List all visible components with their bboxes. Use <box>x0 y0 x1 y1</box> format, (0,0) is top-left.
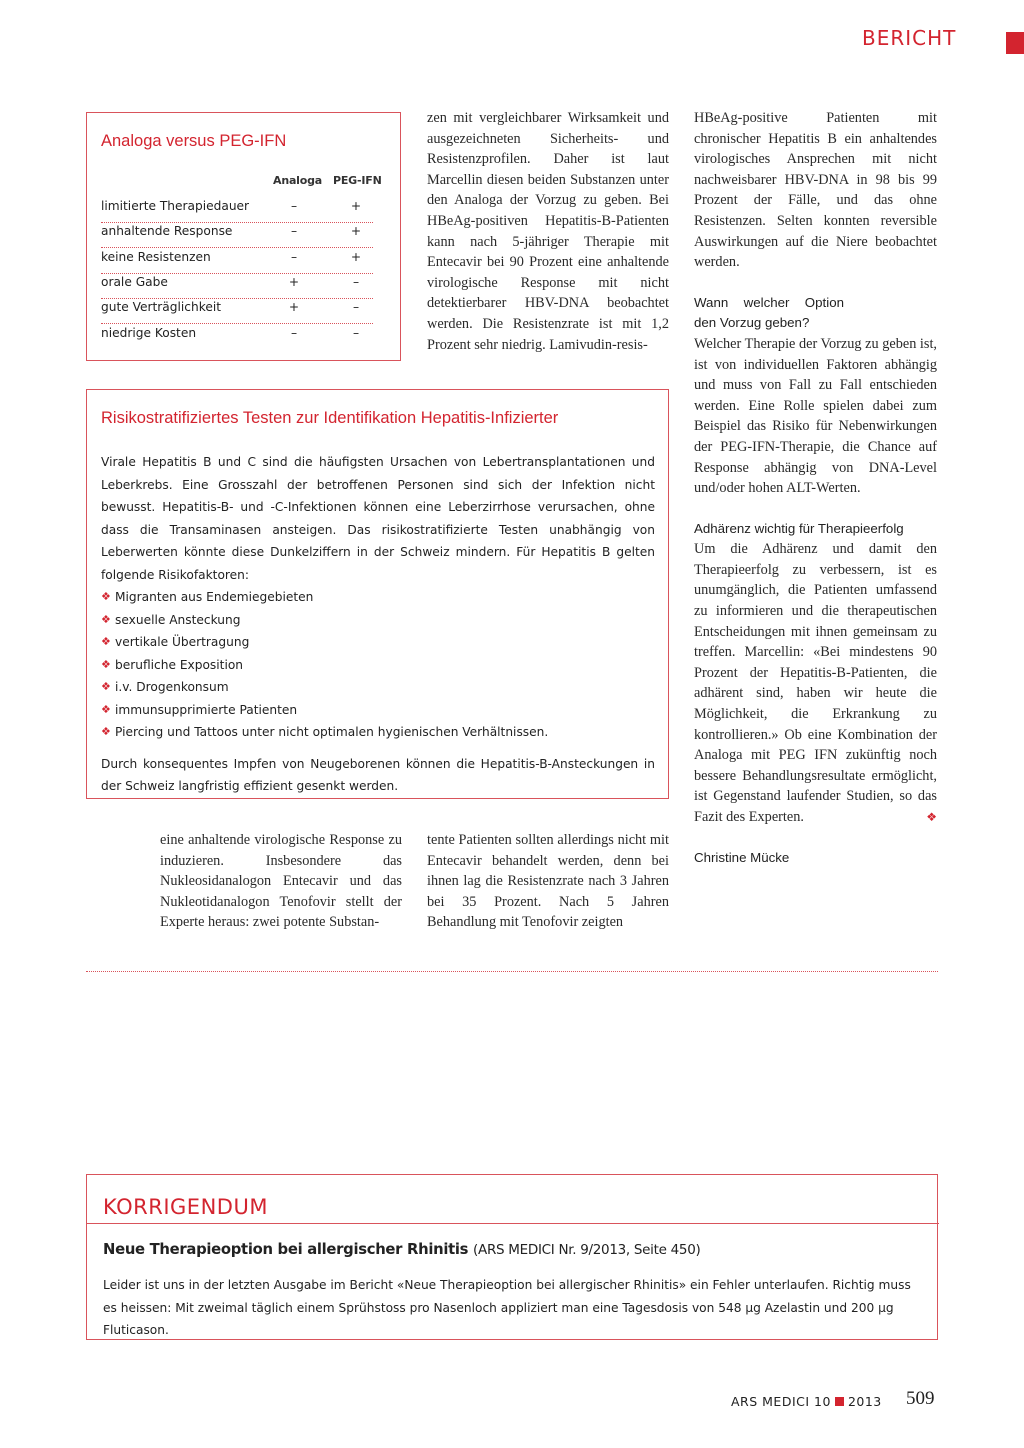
list-item <box>101 586 655 609</box>
comparison-table-title: Analoga versus PEG-IFN <box>101 132 287 150</box>
row-label: niedrige Kosten <box>101 326 197 340</box>
list-item-label: berufliche Exposition <box>115 657 244 672</box>
subheading: Adhärenz wichtig für Therapieerfolg <box>694 520 904 536</box>
korrigendum-reference: (ARS MEDICI Nr. 9/2013, Seite 450) <box>473 1242 701 1258</box>
journal-name: ARS MEDICI 10 <box>731 1394 831 1409</box>
table-row <box>101 222 373 248</box>
row-label: limitierte Therapiedauer <box>101 199 250 213</box>
korrigendum-title: KORRIGENDUM <box>103 1195 268 1219</box>
section-divider <box>86 971 938 972</box>
korrigendum-subtitle <box>103 1241 700 1258</box>
row-pegifn-value: + <box>350 250 362 264</box>
bullet-icon: ❖ <box>101 590 111 603</box>
row-pegifn-value: + <box>350 199 362 213</box>
journal-year: 2013 <box>847 1394 882 1409</box>
row-analoga-value: – <box>290 250 298 264</box>
row-analoga-value: + <box>288 300 300 314</box>
korrigendum-subtitle-text: Neue Therapieoption bei allergischer Rhinitis <box>103 1241 469 1258</box>
article-column-left-bottom <box>160 830 402 933</box>
row-analoga-value: – <box>290 224 298 238</box>
risk-testing-content <box>101 451 655 798</box>
row-pegifn-value: – <box>352 300 360 314</box>
row-label: gute Verträglichkeit <box>101 300 221 314</box>
footer-journal <box>731 1394 882 1409</box>
bullet-icon: ❖ <box>101 680 111 693</box>
corner-marker <box>1006 32 1024 54</box>
article-column-right <box>694 108 937 868</box>
article-column-middle-top <box>427 108 669 355</box>
body-text: zen mit vergleichbarer Wirksamkeit und ausgezeichneten Sicherheits- und Resistenzprofilen. Daher ist laut Marcellin diesen beiden Substanzen unter den Analoga der Vorzug zu geben. Bei HBeAg-positiven Hepatitis-B-Patienten kann nach 5-jähriger Therapie mit Entecavir bei 90 Prozent eine anhaltende virologische Response mit nicht detektierbarer HBV-DNA beobachtet werden. Die Resistenzrate ist mit 1,2 Prozent sehr niedrig. Lamivudin-resis- <box>427 110 669 353</box>
table-row <box>101 248 373 274</box>
subheading: Wann welcher Option den Vorzug geben? <box>694 294 844 331</box>
bullet-icon: ❖ <box>101 612 111 626</box>
list-item-label: sexuelle Ansteckung <box>115 612 241 627</box>
row-pegifn-value: – <box>352 275 360 289</box>
body-text <box>694 539 937 827</box>
table-header-analoga: Analoga <box>273 174 322 187</box>
list-item <box>101 676 655 699</box>
article-column-middle-bottom <box>427 830 669 933</box>
risk-testing-box <box>86 389 669 799</box>
table-row <box>101 273 373 299</box>
body-text-span: Um die Adhärenz und damit den Therapieerfolg zu verbessern, ist es unumgänglich, die Patienten umfassend zu informieren und die therapeutischen Entscheidungen mit ihnen gemeinsam zu treffen. Marcellin: «Bei mindestens 90 Prozent der Hepatitis-B-Patienten, die adhärent sind, haben wir heute die Möglichkeit, die Erkrankung zu kontrollieren.» Ob eine Kombination der Analoga mit PEG IFN zukünftig noch bessere Behandlungsresultate ermöglicht, ist Gegenstand laufender Studien, so das Fazit des Experten. <box>694 541 937 825</box>
list-item-label: Migranten aus Endemiegebieten <box>115 590 314 604</box>
list-item <box>101 654 655 677</box>
row-analoga-value: – <box>290 199 298 213</box>
section-label: BERICHT <box>862 26 957 50</box>
korrigendum-box <box>86 1174 938 1340</box>
risk-intro: Virale Hepatitis B und C sind die häufigsten Ursachen von Lebertransplantationen und Leberkrebs. Eine Grosszahl der betroffenen Personen sind sich der Infektion nicht bewusst. Hepatitis-B- und -C-Infektionen können eine Leberzirrhose verursachen, ohne dass die Transaminasen ansteigen. Das risikostratifizierte Testen unabhängig von Leberwerten könnte diese Dunkelziffern in der Schweiz mindern. Für Hepatitis B gelten folgende Risikofaktoren: <box>101 455 655 582</box>
row-label: anhaltende Response <box>101 224 233 238</box>
list-item <box>101 721 655 744</box>
bullet-icon: ❖ <box>101 725 111 738</box>
table-row <box>101 197 373 223</box>
table-row <box>101 324 373 349</box>
table-header-pegifn: PEG-IFN <box>333 174 382 187</box>
bullet-icon: ❖ <box>101 702 111 716</box>
list-item-label: immunsupprimierte Patienten <box>115 702 298 717</box>
body-text: Welcher Therapie der Vorzug zu geben ist, ist von individuellen Faktoren abhängig und muss von Fall zu Fall entschieden werden. Eine Rolle spielen dabei zum Beispiel das Risiko für Nebenwirkungen der PEG-IFN-Therapie, die Chance auf Response abhängig von DNA-Level und/oder hohen ALT-Werten. <box>694 335 937 497</box>
row-label: orale Gabe <box>101 275 168 289</box>
risk-testing-title: Risikostratifiziertes Testen zur Identifikation Hepatitis-Infizierter <box>101 409 559 427</box>
list-item <box>101 631 655 654</box>
row-pegifn-value: + <box>350 224 362 238</box>
page-number: 509 <box>906 1388 935 1409</box>
end-mark: ❖ <box>926 810 937 824</box>
risk-factor-list <box>101 586 655 744</box>
risk-outro: Durch konsequentes Impfen von Neugeborenen können die Hepatitis-B-Ansteckungen in der Schweiz langfristig effizient gesenkt werden. <box>101 756 655 793</box>
author-name: Christine Mücke <box>694 849 790 865</box>
korrigendum-rule <box>87 1223 939 1224</box>
list-item <box>101 609 655 632</box>
row-label: keine Resistenzen <box>101 250 211 264</box>
table-row <box>101 298 373 324</box>
bullet-icon: ❖ <box>101 635 111 648</box>
korrigendum-text: Leider ist uns in der letzten Ausgabe im Bericht «Neue Therapieoption bei allergischer Rhinitis» ein Fehler unterlaufen. Richtig muss es heissen: Mit zweimal täglich einem Sprühstoss pro Nasenloch appliziert man eine Tagesdosis von 548 µg Azelastin und 200 µg Fluticason. <box>103 1278 911 1337</box>
list-item <box>101 699 655 722</box>
list-item-label: Piercing und Tattoos unter nicht optimalen hygienischen Verhältnissen. <box>115 725 549 739</box>
footer-square-icon <box>835 1397 844 1406</box>
bullet-icon: ❖ <box>101 657 111 671</box>
list-item-label: i.v. Drogenkonsum <box>115 680 229 694</box>
row-analoga-value: + <box>288 275 300 289</box>
body-text: tente Patienten sollten allerdings nicht mit Entecavir behandelt werden, denn bei ihnen lag die Resistenzrate nach 3 Jahren bei 35 Prozent. Nach 5 Jahren Behandlung mit Tenofovir zeigten <box>427 832 669 931</box>
row-analoga-value: – <box>290 326 298 340</box>
row-pegifn-value: – <box>352 326 360 340</box>
body-text: eine anhaltende virologische Response zu induzieren. Insbesondere das Nukleosidanalogon Entecavir und das Nukleotidanalogon Tenofovir stellt der Experte heraus: zwei potente Substan- <box>160 832 402 931</box>
body-text: HBeAg-positive Patienten mit chronischer Hepatitis B ein anhaltendes virologisches Ansprechen mit nicht nachweisbarer HBV-DNA in 98 bis 99 Prozent der Fälle, und das ohne Resistenzen. Selten konnten reversible Auswirkungen auf die Niere beobachtet werden. <box>694 110 937 271</box>
list-item-label: vertikale Übertragung <box>115 635 250 649</box>
comparison-table-box <box>86 112 401 361</box>
